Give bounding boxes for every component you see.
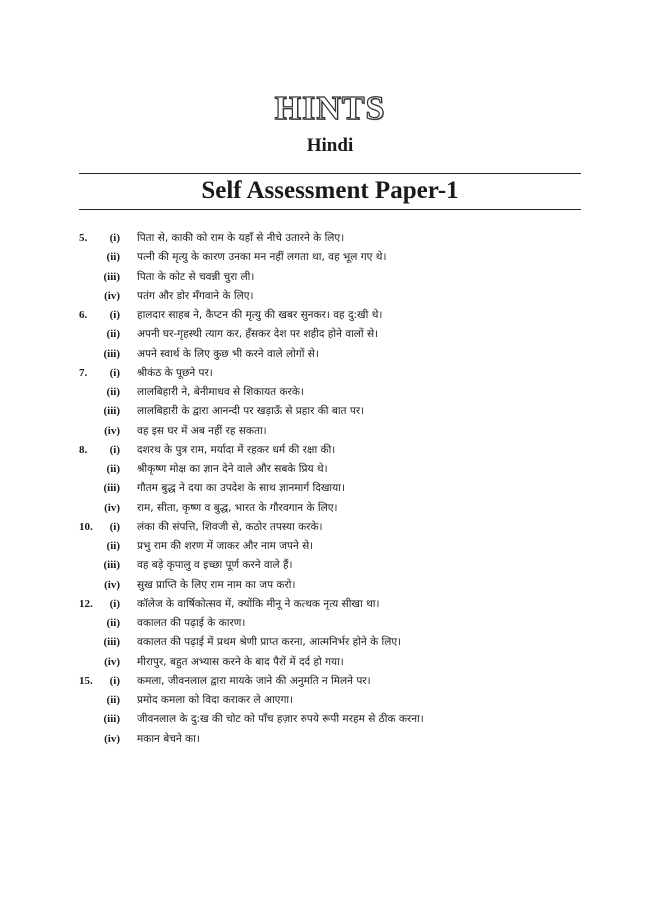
question-number: 5. <box>79 232 88 244</box>
answer-text: सुख प्राप्ति के लिए राम नाम का जप करो। <box>137 578 296 591</box>
answer-text: प्रभु राम की शरण में जाकर और नाम जपने से। <box>137 540 314 552</box>
answer-text: पिता के कोट से चवन्नी चुरा ली। <box>137 270 255 283</box>
answer-row <box>0 345 660 364</box>
answer-text: अपने स्वार्थ के लिए कुछ भी करने वाले लोगों से। <box>137 347 319 360</box>
answer-row <box>0 499 660 518</box>
question-number: 15. <box>79 674 93 687</box>
part-label: (ii) <box>106 463 120 475</box>
part-label: (iv) <box>104 424 120 437</box>
answer-row <box>0 364 660 383</box>
answer-text: लालबिहारी के द्वारा आनन्दी पर खड़ाऊँ से प्रहार की बात पर। <box>137 405 365 418</box>
part-label: (i) <box>109 597 120 610</box>
answer-row <box>0 479 660 498</box>
answer-text: लंका की संपत्ति, शिवजी से, कठोर तपस्या करके। <box>137 520 323 533</box>
answer-row <box>0 325 660 344</box>
answer-text: श्रीकंठ के पूछने पर। <box>137 366 213 379</box>
answer-row <box>0 576 660 595</box>
answer-row <box>0 595 660 614</box>
answer-row <box>0 730 660 749</box>
answer-text: कमला, जीवनलाल द्वारा मायके जाने की अनुमति न मिलने पर। <box>137 674 371 687</box>
answer-row <box>0 422 660 441</box>
answer-row <box>0 691 660 710</box>
answer-text: वकालत की पढ़ाई के कारण। <box>137 617 246 629</box>
answer-row <box>0 306 660 325</box>
part-label: (ii) <box>106 251 120 264</box>
answer-text: कॉलेज के वार्षिकोत्सव में, क्योंकि मीनू ने कत्थक नृत्य सीखा था। <box>137 597 380 610</box>
answer-text: हालदार साहब ने, कैप्टन की मृत्यु की खबर सुनकर। वह दु:खी थे। <box>137 309 383 321</box>
answer-row <box>0 518 660 537</box>
paper-title: Self Assessment Paper-1 <box>201 177 459 204</box>
part-label: (iv) <box>104 655 120 668</box>
part-label: (ii) <box>106 617 120 629</box>
question-number: 10. <box>79 520 93 533</box>
answer-row <box>0 710 660 729</box>
answer-text: गौतम बुद्ध ने दया का उपदेश के साथ ज्ञानमार्ग दिखाया। <box>137 482 345 495</box>
part-label: (i) <box>109 232 120 244</box>
answer-text: मकान बेचने का। <box>137 732 200 745</box>
part-label: (i) <box>109 674 120 687</box>
answer-row <box>0 287 660 306</box>
answer-row <box>0 460 660 479</box>
answer-row <box>0 556 660 575</box>
part-label: (iii) <box>103 559 120 572</box>
part-label: (iii) <box>103 482 120 495</box>
answer-row <box>0 383 660 402</box>
answer-text: वकालत की पढ़ाई में प्रथम श्रेणी प्राप्त करना, आत्मनिर्भर होने के लिए। <box>137 636 402 649</box>
question-number: 12. <box>79 597 93 610</box>
answer-row <box>0 268 660 287</box>
part-label: (iii) <box>103 405 120 418</box>
answer-row <box>0 229 660 248</box>
part-label: (ii) <box>106 386 120 398</box>
part-label: (iii) <box>103 347 120 360</box>
part-label: (iv) <box>104 732 120 745</box>
answer-text: जीवनलाल के दु:ख की चोट को पाँच हज़ार रुपये रूपी मरहम से ठीक करना। <box>137 713 424 726</box>
part-label: (ii) <box>106 694 120 706</box>
part-label: (ii) <box>106 540 120 552</box>
part-label: (i) <box>109 366 120 379</box>
answer-text: वह इस घर में अब नहीं रह सकता। <box>137 424 267 437</box>
part-label: (iii) <box>103 713 120 726</box>
answer-row <box>0 633 660 652</box>
part-label: (iv) <box>104 501 120 514</box>
part-label: (iv) <box>104 578 120 591</box>
part-label: (iii) <box>103 636 120 649</box>
answer-text: प्रमोद कमला को विदा कराकर ले आएगा। <box>137 694 294 706</box>
answer-text: राम, सीता, कृष्ण व बुद्ध, भारत के गौरवगान के लिए। <box>137 501 338 514</box>
answer-row <box>0 614 660 633</box>
part-label: (i) <box>109 443 120 456</box>
answer-text: अपनी घर-गृहस्थी त्याग कर, हँसकर देश पर शहीद होने वालों से। <box>137 328 379 341</box>
answer-text: पतंग और डोर मँगवाने के लिए। <box>137 289 254 302</box>
answer-list <box>0 229 660 749</box>
answer-text: मीरापुर, बहुत अभ्यास करने के बाद पैरों में दर्द हो गया। <box>137 655 344 668</box>
answer-text: पत्नी की मृत्यु के कारण उनका मन नहीं लगता था, वह भूल गए थे। <box>137 251 387 264</box>
page-title: HINTS <box>274 90 386 127</box>
part-label: (i) <box>109 309 120 321</box>
answer-text: वह बड़े कृपालु व इच्छा पूर्ण करने वाले हैं। <box>137 559 293 572</box>
part-label: (iii) <box>103 270 120 283</box>
answer-text: श्रीकृष्ण मोक्ष का ज्ञान देने वाले और सबके प्रिय थे। <box>137 463 328 475</box>
answer-row <box>0 672 660 691</box>
answer-row <box>0 537 660 556</box>
part-label: (iv) <box>104 289 120 302</box>
part-label: (i) <box>109 520 120 533</box>
question-number: 7. <box>79 366 88 379</box>
answer-text: पिता से, काकी को राम के यहाँ से नीचे उतारने के लिए। <box>137 232 345 244</box>
answer-row <box>0 248 660 267</box>
subject-heading: Hindi <box>306 135 354 156</box>
answer-row <box>0 653 660 672</box>
answer-row <box>0 441 660 460</box>
question-number: 6. <box>79 309 88 321</box>
question-number: 8. <box>79 443 88 456</box>
part-label: (ii) <box>106 328 120 341</box>
bottom-divider <box>79 209 581 210</box>
answer-text: लालबिहारी ने, बेनीमाधव से शिकायत करके। <box>137 386 304 398</box>
answer-text: दशरथ के पुत्र राम, मर्यादा में रहकर धर्म की रक्षा की। <box>137 443 336 456</box>
answer-row <box>0 402 660 421</box>
